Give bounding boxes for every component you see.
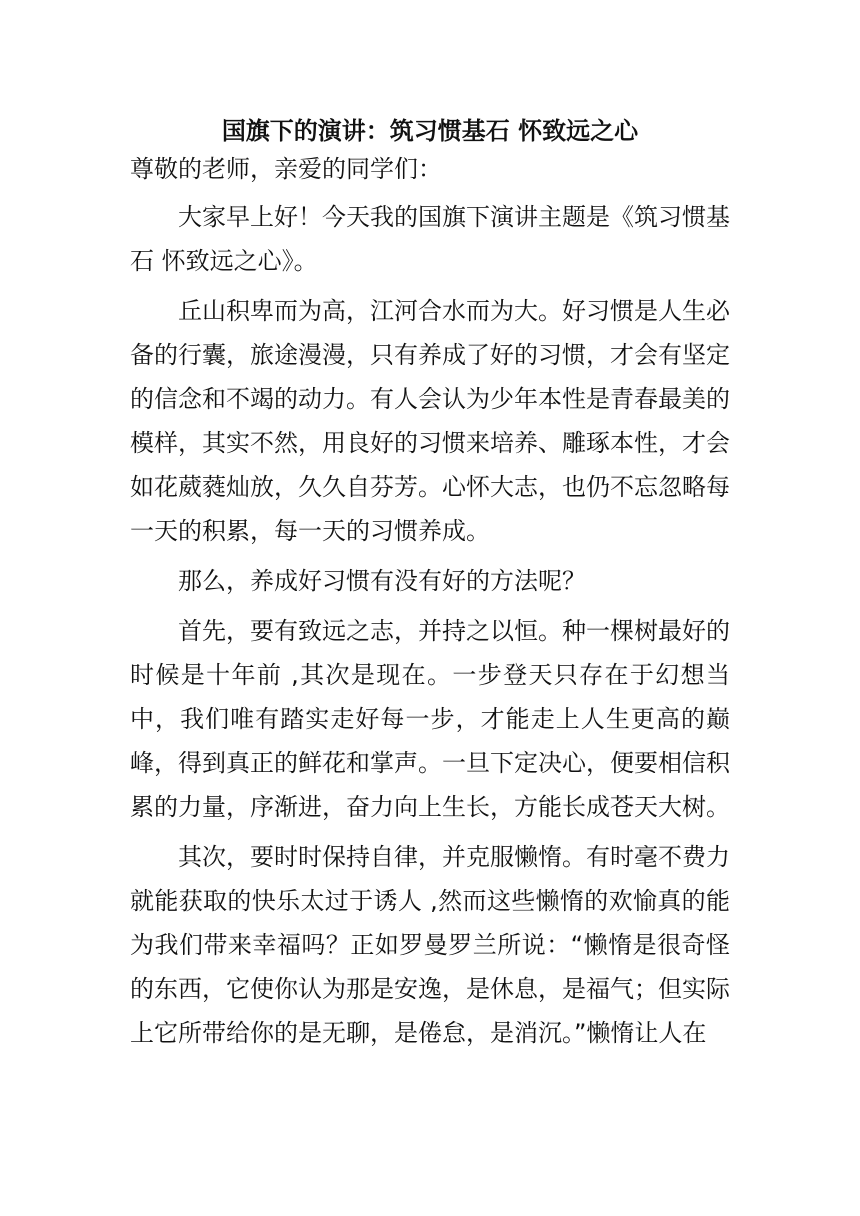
document-title: 国旗下的演讲：筑习惯基石 怀致远之心 <box>221 117 639 145</box>
greeting-line: 尊敬的老师，亲爱的同学们： <box>130 155 442 183</box>
document-body <box>130 112 730 1055</box>
paragraph-habits-importance: 丘山积卑而为高，江河合水而为大。好习惯是人生必备的行囊，旅途漫漫，只有养成了好的习惯，才会有坚定的信念和不竭的动力。有人会认为少年本性是青春最美的模样，其实不然，用良好的习惯来培养、雕琢本性，才会如花葳蕤灿放，久久自芬芳。心怀大志，也仍不忘忽略每一天的积累，每一天的习惯养成。 <box>130 297 730 545</box>
paragraph-opening: 大家早上好！今天我的国旗下演讲主题是《筑习惯基石 怀致远之心》。 <box>130 203 730 275</box>
paragraph-question: 那么，养成好习惯有没有好的方法呢？ <box>178 567 586 595</box>
paragraph-first-point: 首先，要有致远之志，并持之以恒。种一棵树最好的时候是十年前 ,其次是现在。一步登天只存在于幻想当中，我们唯有踏实走好每一步，才能走上人生更高的巅峰，得到真正的鲜花和掌声。一旦下定决心，便要相信积累的力量，序渐进，奋力向上生长，方能长成苍天大树。 <box>130 617 730 821</box>
paragraph-second-point: 其次，要时时保持自律，并克服懒惰。有时毫不费力就能获取的快乐太过于诱人 ,然而这些懒惰的欢愉真的能为我们带来幸福吗？正如罗曼罗兰所说：“懒惰是很奇怪的东西，它使你认为那是安逸，是休息，是福气；但实际上它所带给你的是无聊，是倦怠，是消沉。”懒惰让人在 <box>130 843 730 1047</box>
